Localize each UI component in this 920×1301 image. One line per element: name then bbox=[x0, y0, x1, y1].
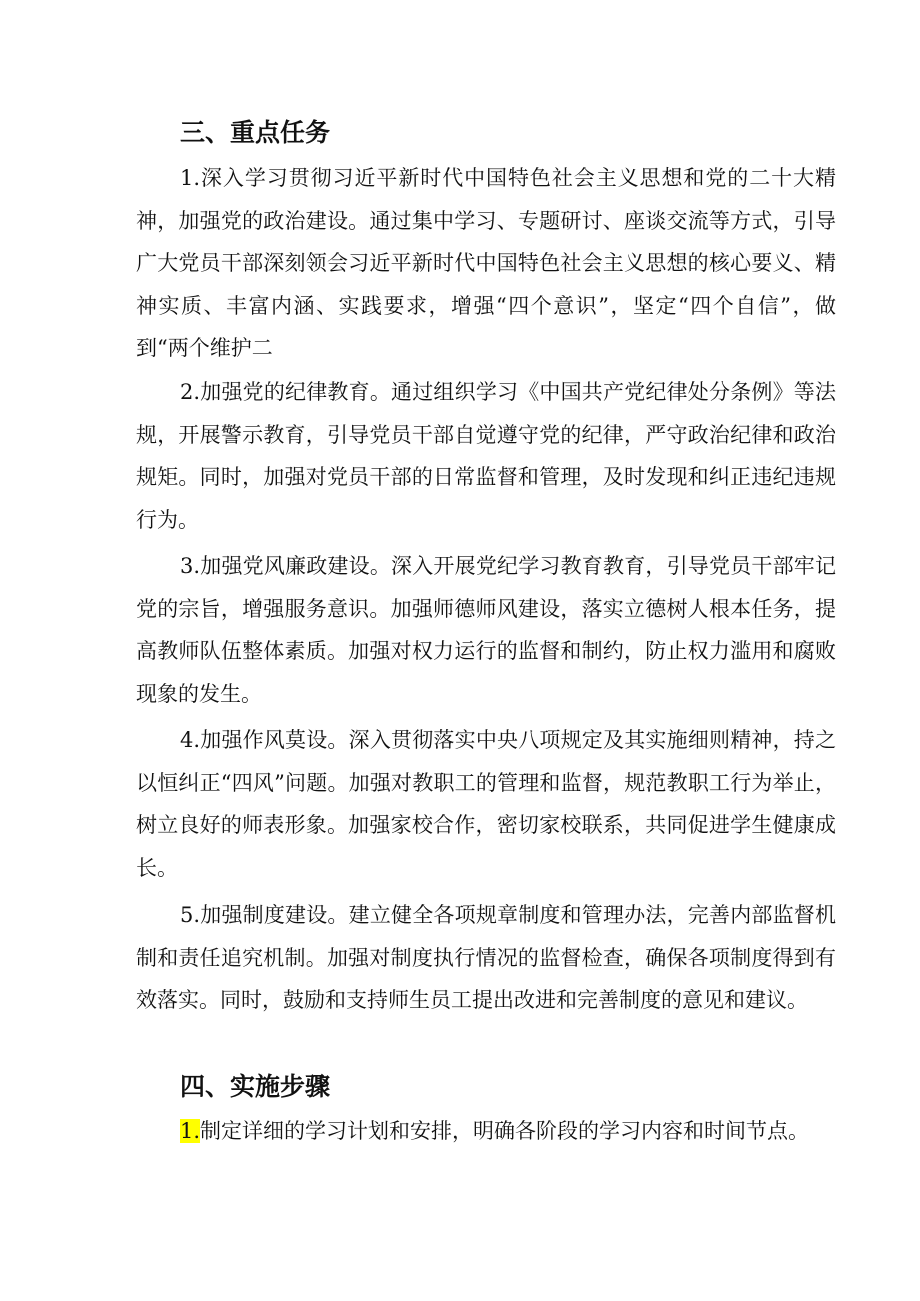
section-heading-implementation-steps: 四、实施步骤 bbox=[180, 1072, 331, 1101]
step-text-1: 制定详细的学习计划和安排，明确各阶段的学习内容和时间节点。 bbox=[200, 1119, 810, 1143]
task-text-5: .加强制度建设。建立健全各项规章制度和管理办法，完善内部监督机制和责任追究机制。加强对制度执行情况的监督检查，确保各项制度得到有效落实。同时，鼓励和支持师生员工提出改进和完善制度的意见和建议。 bbox=[136, 903, 836, 1012]
task-number-4: 4 bbox=[180, 728, 194, 752]
task-number-2: 2 bbox=[180, 380, 194, 404]
step-paragraph-1 bbox=[136, 1110, 836, 1153]
task-paragraph-5 bbox=[136, 894, 836, 1022]
task-paragraph-3 bbox=[136, 545, 836, 715]
task-number-3: 3 bbox=[180, 554, 194, 578]
step-number-highlighted: 1. bbox=[180, 1119, 201, 1143]
task-number-1: 1 bbox=[180, 166, 194, 190]
task-text-3: .加强党风廉政建设。深入开展党纪学习教育教育，引导党员干部牢记党的宗旨，增强服务意识。加强师德师风建设，落实立德树人根本任务，提高教师队伍整体素质。加强对权力运行的监督和制约，防止权力滥用和腐败现象的发生。 bbox=[136, 554, 836, 706]
section-heading-key-tasks: 三、重点任务 bbox=[180, 118, 331, 147]
task-paragraph-4 bbox=[136, 719, 836, 889]
task-number-5: 5 bbox=[180, 903, 194, 927]
task-paragraph-2 bbox=[136, 371, 836, 541]
task-text-1: .深入学习贯彻习近平新时代中国特色社会主义思想和党的二十大精神，加强党的政治建设。通过集中学习、专题研讨、座谈交流等方式，引导广大党员干部深刻领会习近平新时代中国特色社会主义思想的核心要义、精神实质、丰富内涵、实践要求，增强“四个意识”，坚定“四个自信”，做到“两个维护二 bbox=[136, 166, 836, 360]
task-text-4: .加强作风莫设。深入贯彻落实中央八项规定及其实施细则精神，持之以恒纠正“四风”问题。加强对教职工的管理和监督，规范教职工行为举止，树立良好的师表形象。加强家校合作，密切家校联系，共同促进学生健康成长。 bbox=[136, 728, 836, 880]
task-text-2: .加强党的纪律教育。通过组织学习《中国共产党纪律处分条例》等法规，开展警示教育，引导党员干部自觉遵守党的纪律，严守政治纪律和政治规矩。同时，加强对党员干部的日常监督和管理，及时发现和纠正违纪违规行为。 bbox=[136, 380, 836, 532]
task-paragraph-1 bbox=[136, 157, 836, 370]
